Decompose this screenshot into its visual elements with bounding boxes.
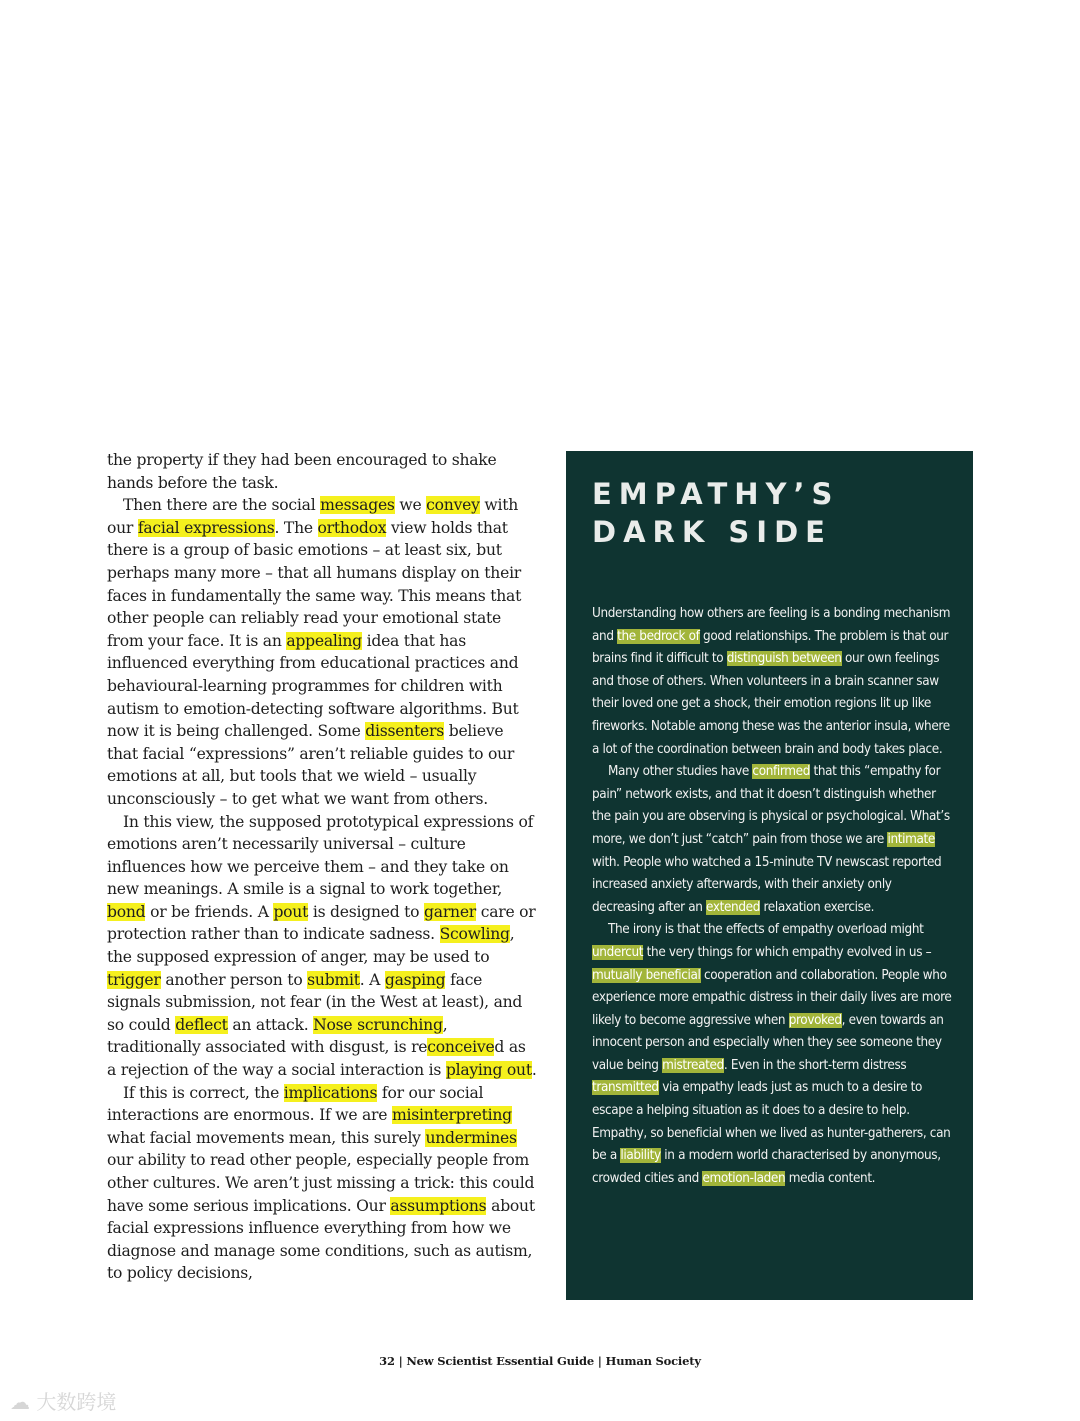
highlighted-phrase: intimate [887, 831, 935, 847]
page-footer [0, 1354, 1080, 1368]
highlighted-phrase: mistreated [662, 1057, 724, 1073]
highlighted-word: Nose scrunching [313, 1015, 443, 1034]
watermark [10, 1386, 116, 1415]
highlighted-phrase: extended [706, 899, 761, 915]
footer-separator: | [597, 1354, 602, 1368]
publication-name: New Scientist Essential Guide [406, 1354, 594, 1368]
footer-separator: | [398, 1354, 403, 1368]
section-name: Human Society [605, 1354, 701, 1368]
paragraph-3: In this view, the supposed prototypical expressions of emotions aren’t necessarily universal – culture influences how we perceive them – and they take on new meanings. A smile is a signal to work together, bond or be friends. A pout is designed to garner care or protection rather than to indicate sadness. Scowling, the supposed expression of anger, may be used to trigger another person to submit. A gasping face signals submission, not fear (in the West at least), and so could deflect an attack. Nose scrunching, traditionally associated with disgust, is reconceived as a rejection of the way a social interaction is playing out. [107, 812, 537, 1080]
highlighted-word: misinterpreting [391, 1106, 512, 1125]
paragraph-2: Then there are the social messages we convey with our facial expressions. The orthodox view holds that there is a group of basic emotions – at least six, but perhaps many more – that all humans display on their faces in fundamentally the same way. This means that other people can reliably read your emotional state from your face. It is an appealing idea that has influenced everything from educational practices and behavioural-learning programmes for children with autism to emotion-detecting software algorithms. But now it is being challenged. Some dissenters believe that facial “expressions” aren’t reliable guides to our emotions at all, but tools that we wield – usually unconsciously – to get what we want from others. [107, 496, 522, 808]
paragraph-4: If this is correct, the implications for our social interactions are enormous. If we are misinterpreting what facial movements mean, this surely undermines our ability to read other people, especially people from other cultures. We aren’t just missing a trick: this could have some serious implications. Our assumptions about facial expressions influence everything from how we diagnose and manage some conditions, such as autism, to policy decisions, [107, 1083, 535, 1283]
highlighted-word: submit [307, 970, 360, 989]
highlighted-word: appealing [286, 631, 362, 650]
highlighted-word: deflect [175, 1015, 228, 1034]
highlighted-word: dissenters [365, 722, 444, 741]
highlighted-word: trigger [107, 970, 161, 989]
highlighted-word: gasping [384, 970, 446, 989]
main-article-column [107, 449, 537, 1285]
watermark-text: 大数跨境 [36, 1390, 117, 1414]
highlighted-word: Scowling [439, 925, 510, 944]
highlighted-word: pout [273, 902, 309, 921]
sidebar-title: EMPATHY’S DARK SIDE [592, 477, 840, 549]
highlighted-word: bond [107, 902, 146, 921]
highlighted-phrase: provoked [788, 1012, 842, 1028]
highlighted-word: facial expressions [137, 518, 275, 537]
highlighted-word: undermines [425, 1128, 517, 1147]
highlighted-word: playing out [445, 1061, 532, 1080]
highlighted-word: implications [283, 1083, 378, 1102]
sidebar-body [592, 603, 953, 1190]
highlighted-word: convey [426, 496, 480, 515]
highlighted-word: orthodox [317, 518, 387, 537]
watermark-logo-icon: ☁ [10, 1390, 30, 1414]
highlighted-phrase: mutually beneficial [592, 967, 701, 983]
highlighted-word: garner [424, 902, 477, 921]
highlighted-phrase: transmitted [592, 1080, 659, 1096]
paragraph-1: the property if they had been encouraged to shake hands before the task. [107, 451, 497, 492]
highlighted-word: assumptions [390, 1196, 487, 1215]
highlighted-word: messages [320, 496, 395, 515]
sidebar-paragraph-2: Many other studies have confirmed that this “empathy for pain” network exists, and that it doesn’t distinguish whether the pain you are observing is physical or psychological. What’s more, we don’t just “catch” pain from those we are intimate with. People who watched a 15-minute TV newscast reported increased anxiety afterwards, with their anxiety only decreasing after an extended relaxation exercise. [592, 764, 950, 915]
page-number: 32 [379, 1354, 395, 1368]
sidebar-paragraph-1: Understanding how others are feeling is a bonding mechanism and the bedrock of good relationships. The problem is that our brains find it difficult to distinguish between our own feelings and those of others. When volunteers in a brain scanner saw their loved one get a shock, their emotion regions lit up like fireworks. Notable among these was the anterior insula, where a lot of the coordination between brain and body takes place. [592, 606, 951, 757]
highlighted-phrase: undercut [592, 944, 644, 960]
highlighted-word: conceive [427, 1038, 495, 1057]
empathy-sidebar-box [566, 451, 973, 1300]
sidebar-paragraph-3: The irony is that the effects of empathy overload might undercut the very things for which empathy evolved in us – mutually beneficial cooperation and collaboration. People who experience more empathic distress in their daily lives are more likely to become aggressive when provoked, even towards an innocent person and especially when they see someone they value being mistreated. Even in the short-term distress transmitted via empathy leads just as much to a desire to escape a helping situation as it does to a desire to help. Empathy, so beneficial when we lived as hunter-gatherers, can be a liability in a modern world characterised by anonymous, crowded cities and emotion-laden media content. [592, 922, 952, 1186]
highlighted-phrase: the bedrock of [617, 628, 700, 644]
highlighted-phrase: confirmed [752, 764, 811, 780]
highlighted-phrase: emotion-laden [702, 1170, 786, 1186]
highlighted-phrase: liability [620, 1148, 661, 1164]
highlighted-phrase: distinguish between [726, 651, 842, 667]
